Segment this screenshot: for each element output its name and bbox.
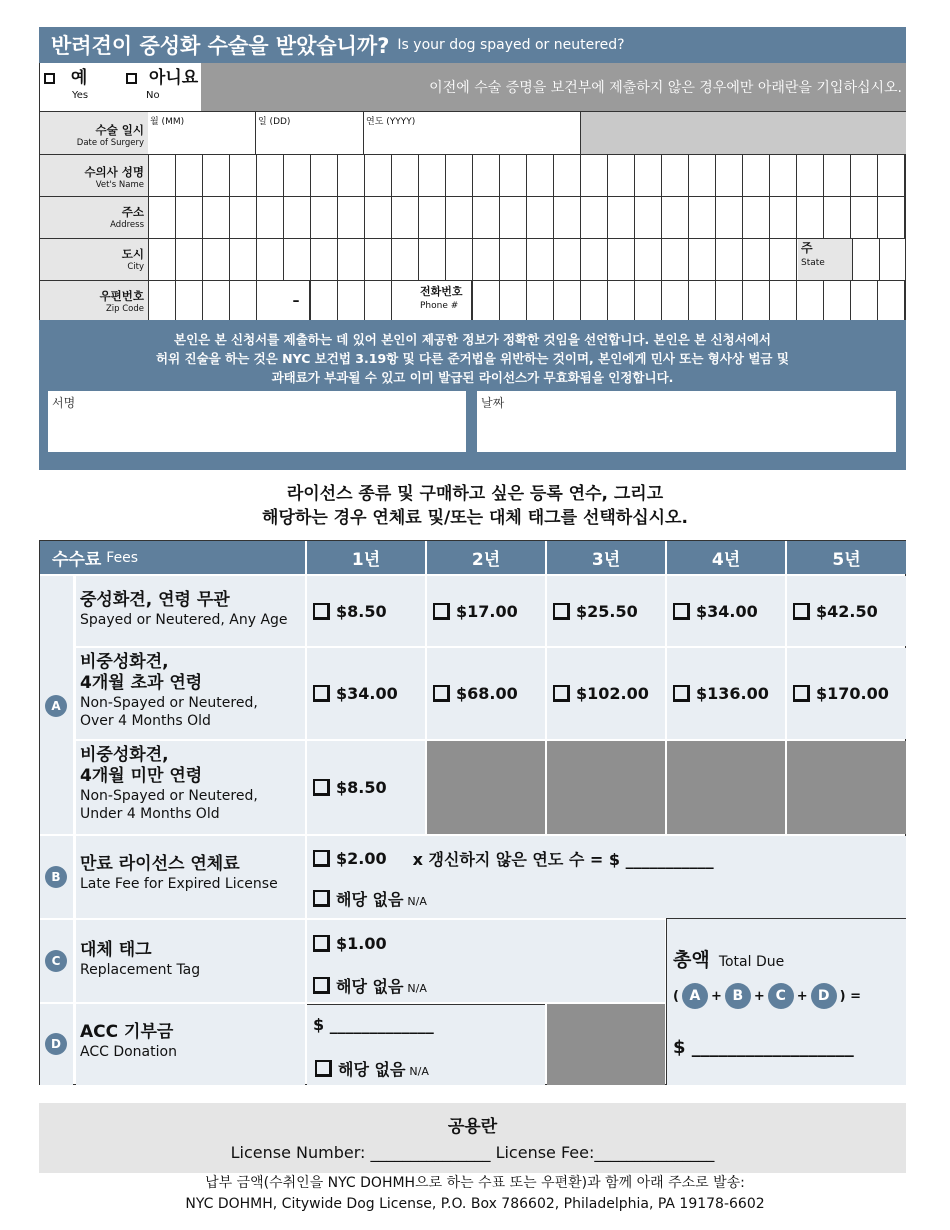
yes-label-ko: 예: [70, 68, 88, 88]
over4-2yr-option[interactable]: [427, 648, 545, 739]
donation-label-en: ACC Donation: [80, 1044, 177, 1060]
yes-checkbox[interactable]: [44, 73, 55, 84]
spayed-3yr-option[interactable]: [547, 576, 665, 646]
declaration-band: [39, 320, 906, 470]
yes-label-en: Yes: [72, 90, 89, 101]
over4-3yr-checkbox[interactable]: [553, 685, 570, 702]
non-spayed-under4-label: [76, 741, 305, 834]
donation-label: [76, 1004, 305, 1085]
surgery-title-ko: 반려견이 중성화 수술을 받았습니까?: [51, 34, 390, 58]
over4-5yr-checkbox[interactable]: [793, 685, 810, 702]
replacement-na-option[interactable]: [313, 974, 427, 996]
late-fee-label: [76, 836, 305, 918]
donation-na-option[interactable]: [315, 1057, 429, 1079]
over4-2yr-checkbox[interactable]: [433, 685, 450, 702]
yes-option[interactable]: [44, 69, 88, 105]
spayed-label-ko: 중성화견, 연령 무관: [80, 590, 230, 610]
day-hint: 일 (DD): [258, 117, 291, 127]
under4-3yr-unavailable: [547, 741, 665, 834]
instructions-line-2: 해당하는 경우 연체료 및/또는 대체 태그를 선택하십시오.: [262, 508, 688, 528]
under4-4yr-unavailable: [667, 741, 785, 834]
over4-1yr-price: $34.00: [336, 684, 398, 703]
over4-3yr-option[interactable]: [547, 648, 665, 739]
office-license-line: License Number: _______________ License Fee:_______________: [230, 1143, 715, 1162]
no-label-en: No: [146, 90, 160, 101]
letter-a-badge: A: [45, 695, 67, 717]
fees-header: [40, 541, 305, 574]
over4-label-ko-2: 4개월 초과 연령: [80, 673, 203, 693]
spayed-5yr-price: $42.50: [816, 601, 878, 621]
replacement-price: $1.00: [336, 933, 387, 953]
under4-2yr-unavailable: [427, 741, 545, 834]
address-field[interactable]: [148, 197, 906, 238]
total-formula: [673, 983, 861, 1009]
replacement-option[interactable]: [313, 932, 387, 954]
formula-close: ) =: [839, 988, 862, 1004]
no-option[interactable]: [126, 69, 198, 105]
fill-instruction-note: 이전에 수술 증명을 보건부에 제출하지 않은 경우에만 아래란을 기입하십시오.: [201, 63, 906, 111]
letter-c-badge: C: [45, 950, 67, 972]
over4-4yr-option[interactable]: [667, 648, 785, 739]
zip-label-en: Zip Code: [105, 304, 144, 314]
late-fee-checkbox[interactable]: [313, 850, 330, 867]
zip-field[interactable]: [148, 281, 283, 321]
vet-name-label-ko: 수의사 성명: [84, 165, 144, 179]
date-field[interactable]: [477, 391, 896, 452]
over4-1yr-checkbox[interactable]: [313, 685, 330, 702]
over4-label-en-2: Over 4 Months Old: [80, 713, 211, 729]
city-label-en: City: [127, 262, 144, 272]
over4-5yr-price: $170.00: [816, 684, 889, 703]
replacement-na-ko: 해당 없음: [336, 976, 404, 996]
spayed-label-en: Spayed or Neutered, Any Age: [80, 612, 288, 628]
late-fee-option[interactable]: [313, 846, 714, 870]
formula-plus-2: +: [753, 988, 765, 1004]
signature-field[interactable]: [48, 391, 466, 452]
instructions-line-1: 라이선스 종류 및 구매하고 싶은 등록 연수, 그리고: [286, 484, 664, 504]
spayed-4yr-checkbox[interactable]: [673, 603, 690, 620]
formula-plus-1: +: [710, 988, 722, 1004]
donation-na-ko: 해당 없음: [338, 1059, 406, 1079]
year-header-5: 5년: [787, 541, 906, 574]
total-label-en: Total Due: [718, 954, 785, 970]
donation-na-checkbox[interactable]: [315, 1060, 332, 1077]
year-header-3: 3년: [547, 541, 665, 574]
city-label: [40, 239, 148, 280]
year-hint: 연도 (YYYY): [366, 117, 416, 127]
mailing-instructions: [0, 1173, 950, 1215]
address-label-en: Address: [110, 220, 144, 230]
total-amount-field[interactable]: $ __________________: [673, 1037, 854, 1058]
yes-no-options: [39, 63, 201, 111]
replacement-label-ko: 대체 태그: [80, 940, 152, 960]
over4-5yr-option[interactable]: [787, 648, 906, 739]
state-label: [798, 239, 852, 280]
under4-label-ko-1: 비중성화견,: [80, 745, 169, 765]
donation-amount-field[interactable]: $ _____________: [313, 1014, 434, 1034]
license-instructions: [0, 482, 950, 530]
late-fee-label-ko: 만료 라이선스 연체료: [80, 854, 240, 874]
surgery-section-title: [39, 27, 906, 63]
year-header-1: 1년: [307, 541, 425, 574]
zip-extension-field[interactable]: [310, 281, 418, 321]
late-fee-na-en: N/A: [407, 894, 427, 908]
office-use-box: [39, 1103, 906, 1173]
formula-b-badge: B: [725, 983, 751, 1009]
over4-4yr-price: $136.00: [696, 684, 769, 703]
surgery-day-field[interactable]: [256, 112, 364, 154]
spayed-row-label: [76, 576, 305, 646]
surgery-month-field[interactable]: [148, 112, 256, 154]
vet-name-field[interactable]: [148, 155, 906, 196]
state-label-en: State: [801, 258, 825, 268]
letter-b-badge: B: [45, 866, 67, 888]
zip-label-ko: 우편번호: [99, 289, 144, 303]
unused-shaded-area: [581, 112, 906, 154]
spayed-5yr-option[interactable]: [787, 576, 906, 646]
under4-1yr-checkbox[interactable]: [313, 779, 330, 796]
declaration-line-3: 과태료가 부과될 수 있고 이미 발급된 라이선스가 무효화됨을 인정합니다.: [271, 370, 674, 385]
state-label-ko: 주: [801, 241, 813, 255]
donation-options: [307, 1004, 545, 1085]
no-label-ko: 아니요: [148, 68, 199, 88]
no-checkbox[interactable]: [126, 73, 137, 84]
surgery-date-label: [40, 112, 148, 154]
formula-d-badge: D: [811, 983, 837, 1009]
spayed-2yr-option[interactable]: [427, 576, 545, 646]
surgery-year-field[interactable]: [364, 112, 581, 154]
vet-name-label: [40, 155, 148, 196]
date-label: 날짜: [481, 396, 505, 410]
spayed-1yr-option[interactable]: [307, 576, 425, 646]
under4-5yr-unavailable: [787, 741, 906, 834]
late-fee-formula: x 갱신하지 않은 연도 수 = $ ___________: [412, 849, 714, 869]
year-header-2: 2년: [427, 541, 545, 574]
under4-1yr-price: $8.50: [336, 778, 387, 797]
formula-open-paren: (: [673, 988, 679, 1004]
zip-phone-row: [39, 280, 906, 321]
address-row: [39, 196, 906, 238]
spayed-1yr-checkbox[interactable]: [313, 603, 330, 620]
spayed-2yr-price: $17.00: [456, 601, 518, 621]
surgery-title-en: Is your dog spayed or neutered?: [397, 37, 625, 53]
zip-label: [40, 281, 148, 321]
spayed-5yr-checkbox[interactable]: [793, 603, 810, 620]
replacement-na-en: N/A: [407, 981, 427, 995]
mailing-address: NYC DOHMH, Citywide Dog License, P.O. Box 786602, Philadelphia, PA 19178-6602: [185, 1196, 765, 1212]
mailing-line-1: 납부 금액(수취인을 NYC DOHMH으로 하는 수표 또는 우편환)과 함께 아래 주소로 발송:: [205, 1175, 745, 1191]
over4-2yr-price: $68.00: [456, 684, 518, 703]
donation-shaded-area: [547, 1004, 665, 1085]
donation-na-en: N/A: [409, 1064, 429, 1078]
replacement-label-en: Replacement Tag: [80, 962, 201, 978]
formula-plus-3: +: [796, 988, 808, 1004]
total-due-title: [673, 945, 784, 972]
city-field[interactable]: [148, 239, 798, 280]
under4-1yr-option[interactable]: [307, 741, 425, 834]
donation-label-ko: ACC 기부금: [80, 1022, 174, 1042]
vet-name-label-en: Vet's Name: [95, 180, 144, 190]
vet-name-row: [39, 154, 906, 196]
state-field[interactable]: [852, 239, 906, 280]
city-row: [39, 238, 906, 280]
phone-field[interactable]: [472, 281, 906, 321]
surgery-date-label-ko: 수술 일시: [95, 123, 144, 137]
spayed-3yr-checkbox[interactable]: [553, 603, 570, 620]
spayed-3yr-price: $25.50: [576, 601, 638, 621]
spayed-1yr-price: $8.50: [336, 601, 387, 621]
over4-label-ko-1: 비중성화견,: [80, 652, 169, 672]
replacement-checkbox[interactable]: [313, 935, 330, 952]
phone-label: [418, 281, 472, 321]
spayed-2yr-checkbox[interactable]: [433, 603, 450, 620]
fees-table: [39, 540, 906, 1085]
non-spayed-over4-label: [76, 648, 305, 739]
address-label-ko: 주소: [121, 205, 144, 219]
over4-4yr-checkbox[interactable]: [673, 685, 690, 702]
declaration-text: [39, 330, 906, 387]
formula-c-badge: C: [768, 983, 794, 1009]
declaration-line-1: 본인은 본 신청서를 제출하는 데 있어 본인이 제공한 정보가 정확한 것임을 선언합니다. 본인은 본 신청서에서: [174, 332, 771, 347]
office-use-title: 공용란: [447, 1117, 498, 1137]
surgery-date-label-en: Date of Surgery: [76, 138, 144, 148]
over4-3yr-price: $102.00: [576, 684, 649, 703]
over4-label-en-1: Non-Spayed or Neutered,: [80, 695, 258, 711]
letter-d-badge: D: [45, 1033, 67, 1055]
late-fee-na-option[interactable]: [313, 886, 427, 910]
replacement-na-checkbox[interactable]: [313, 977, 330, 994]
under4-label-ko-2: 4개월 미만 연령: [80, 766, 203, 786]
surgery-date-row: [39, 111, 906, 154]
late-fee-label-en: Late Fee for Expired License: [80, 876, 278, 892]
late-fee-na-checkbox[interactable]: [313, 890, 330, 907]
phone-label-en: Phone #: [420, 301, 459, 311]
month-hint: 월 (MM): [150, 117, 185, 127]
spayed-4yr-option[interactable]: [667, 576, 785, 646]
city-label-ko: 도시: [121, 247, 144, 261]
late-fee-options: [307, 836, 906, 918]
over4-1yr-option[interactable]: [307, 648, 425, 739]
declaration-line-2: 허위 진술을 하는 것은 NYC 보건법 3.19항 및 다른 준거법을 위반하는 것이며, 본인에게 민사 또는 형사상 벌금 및: [156, 351, 789, 366]
replacement-tag-label: [76, 920, 305, 1002]
fees-header-en: Fees: [106, 549, 139, 566]
total-due-box: [666, 918, 906, 1085]
under4-label-en-2: Under 4 Months Old: [80, 806, 220, 822]
under4-label-en-1: Non-Spayed or Neutered,: [80, 788, 258, 804]
replacement-options: [307, 920, 665, 1002]
phone-label-ko: 전화번호: [420, 285, 463, 298]
signature-label: 서명: [52, 396, 76, 410]
total-label-ko: 총액: [673, 949, 710, 971]
year-header-4: 4년: [667, 541, 785, 574]
address-label: [40, 197, 148, 238]
late-fee-na-ko: 해당 없음: [336, 889, 404, 909]
late-fee-price: $2.00: [336, 848, 387, 868]
spayed-4yr-price: $34.00: [696, 601, 758, 621]
zip-dash: –: [283, 281, 310, 321]
fees-header-ko: 수수료: [52, 550, 102, 570]
formula-a-badge: A: [682, 983, 708, 1009]
